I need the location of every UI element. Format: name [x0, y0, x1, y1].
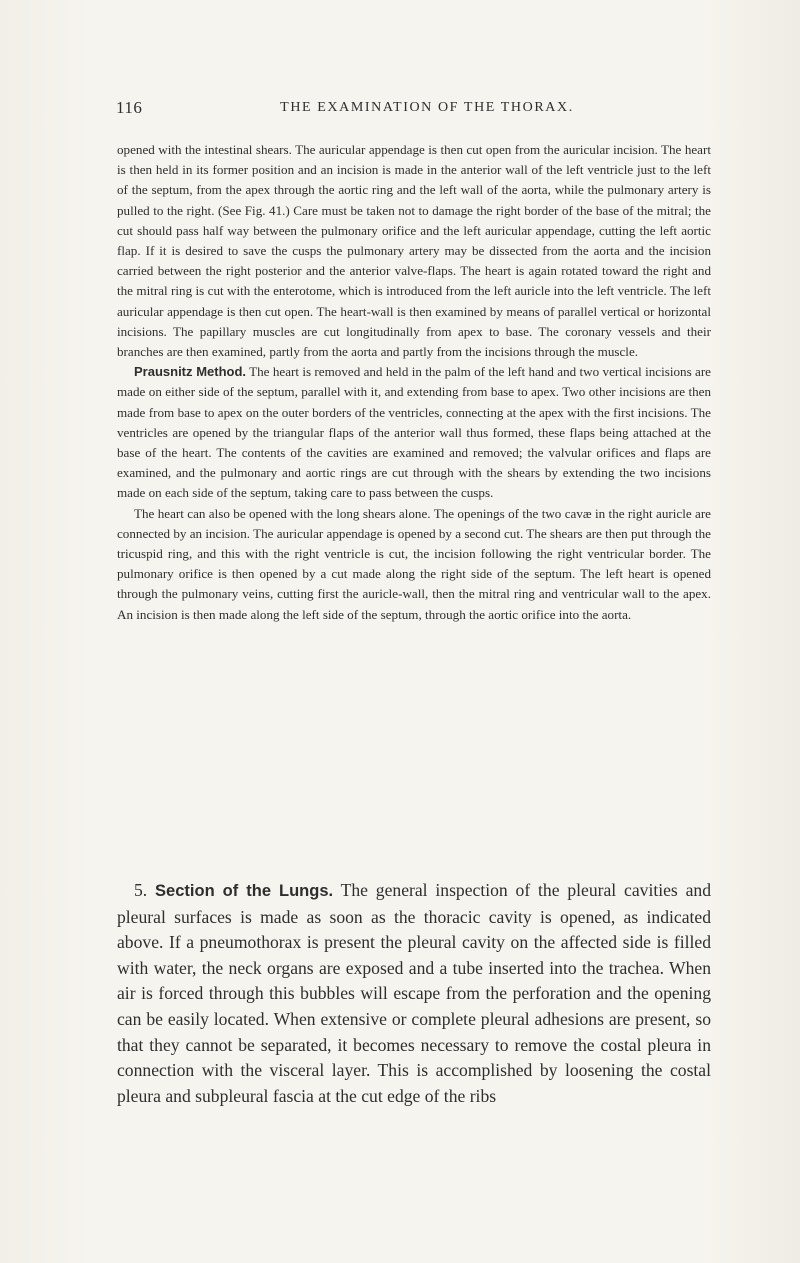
section-lungs — [117, 878, 711, 1109]
prausnitz-text: The heart is removed and held in the palm of the left hand and two vertical incisions are made on either side of the septum, parallel with it, and extending from base to apex. Two other incisions are then made from base to apex on the outer borders of the ventricles, connecting at the apex with the first incisions. The ventricles are opened by the triangular flaps of the anterior wall thus formed, these flaps being attached at the base of the heart. The contents of the cavities are examined and removed; the valvular orifices and flaps are examined, and the pulmonary and aortic rings are cut through with the shears by extending the two incisions made on each side of the septum, taking care to pass between the cusps. — [117, 364, 711, 501]
section-heading: Section of the Lungs. — [155, 882, 334, 900]
paragraph-continued: opened with the intestinal shears. The auricular appendage is then cut open from the auricular incision. The heart is then held in its former position and an incision is made in the anterior wall of the left ventricle just to the left of the septum, from the apex through the aortic ring and the left wall of the aorta, while the pulmonary artery is pulled to the right. (See Fig. 41.) Care must be taken not to damage the right border of the base of the mitral; the cut should pass half way between the pulmonary orifice and the left auricular appendage, cutting the left aortic flap. If it is desired to save the cusps the pulmonary artery may be dissected from the aorta and the incision carried between the right posterior and the anterior valve-flaps. The heart is again rotated toward the right and the mitral ring is cut with the enterotome, which is introduced from the left auricle into the left ventricle. The left auricular appendage is then cut open. The heart-wall is then examined by means of parallel vertical or horizontal incisions. The papillary muscles are cut longitudinally from apex to base. The coronary vessels and their branches are then examined, partly from the aorta and partly from the incisions through the muscle. — [117, 142, 711, 360]
running-head — [116, 98, 708, 122]
running-title: THE EXAMINATION OF THE THORAX. — [280, 100, 574, 115]
paragraph-prausnitz — [117, 362, 711, 503]
lungs-text: The general inspection of the pleural cavities and pleural surfaces is made as soon as the thoracic cavity is opened, as indicated above. If a pneumothorax is present the pleural cavity on the affected side is filled with water, the neck organs are exposed and a tube inserted into the trachea. When air is forced through this bubbles will escape from the perforation and the opening can be easily located. When extensive or complete pleural adhesions are present, so that they cannot be separated, it becomes necessary to remove the costal pleura in connection with the visceral layer. This is accomplished by loosening the costal pleura and subpleural fascia at the cut edge of the ribs — [117, 880, 711, 1106]
body-text — [117, 140, 711, 625]
paragraph-lungs — [117, 878, 711, 1109]
section-number: 5. — [134, 880, 148, 900]
prausnitz-heading: Prausnitz Method. — [134, 364, 247, 380]
paragraph-long-shears: The heart can also be opened with the long shears alone. The openings of the two cavæ in the right auricle are connected by an incision. The auricular appendage is opened by a second cut. The shears are then put through the tricuspid ring, and this with the right ventricle is cut, the incision following the right ventricular border. The pulmonary orifice is then opened by a cut made along the right side of the septum. The left heart is opened through the pulmonary veins, cutting first the auricle-wall, then the mitral ring and ventricular wall to the apex. An incision is then made along the left side of the septum, through the aortic orifice into the aorta. — [117, 505, 711, 622]
page-number: 116 — [116, 98, 143, 117]
